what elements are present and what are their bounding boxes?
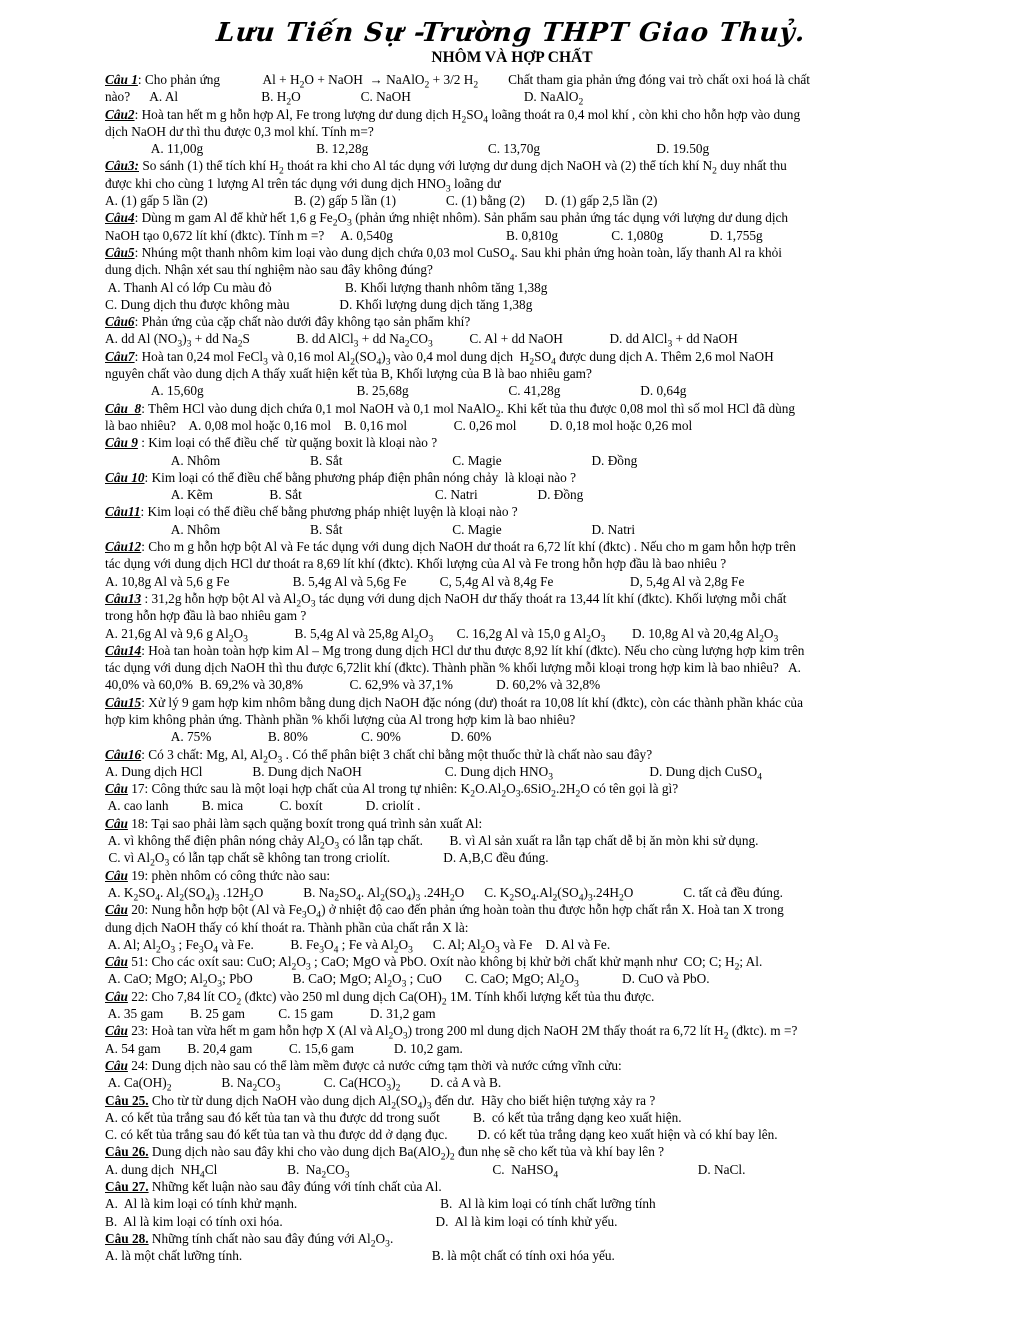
line-text: A. cao lanh B. mica C. boxít D. criolít .: [105, 798, 421, 814]
line-text: 24: Dung dịch nào sau có thể làm mềm được cả nước cứng tạm thời và nước cứng vĩnh cửu:: [127, 1057, 622, 1073]
doc-line: [105, 1247, 965, 1264]
question-label: Câu: [105, 867, 128, 883]
line-text: : Hoà tan hết m g hỗn hợp Al, Fe trong lượng dư dung dịch $H_2SO_4$ loãng thoát ra 0,4 mol khí , còn khi cho hỗn hợp vào dung: [134, 106, 801, 126]
question-label: Câu12: [105, 539, 142, 555]
doc-line: [105, 573, 965, 590]
question-label: Câu2: [105, 106, 135, 122]
doc-line: [105, 867, 965, 884]
question-label: Câu11: [105, 504, 141, 520]
line-text: : Hoà tan hoàn toàn hợp kim Al – Mg trong dung dịch HCl dư thu được 8,92 lít khí (đktc). Nếu cho cùng lượng hợp kim trên: [141, 642, 805, 658]
line-text: : Kim loại có thể điều chế bằng phương pháp điện phân nóng chảy là kloại nào ?: [144, 469, 577, 485]
line-text: được khi cho cùng 1 lượng Al trên tác dụng với dung dịch $HNO_3$ loãng dư: [105, 175, 501, 195]
line-text: A. 15,60g B. 25,68g C. 41,28g D. 0,64g: [105, 383, 687, 399]
line-text: nào? A. Al B. $H_2O$ C. NaOH D. NaAlO$_2$: [105, 89, 584, 108]
doc-line: [105, 970, 965, 991]
doc-line: [105, 746, 965, 766]
line-text: 22: Cho 7,84 lít $CO_2$ (đktc) vào 250 ml dung dịch $Ca(OH)_2$ 1M. Tính khối lượng kết tủa thu được.: [127, 988, 655, 1008]
doc-line: [105, 296, 965, 313]
line-text: A. dung dịch $NH_4Cl$ B. $Na_2CO_3$ C. NaHSO$_4$ D. NaCl.: [105, 1161, 746, 1181]
doc-line: [105, 1057, 965, 1074]
question-label: Câu: [105, 954, 128, 970]
line-text: : Hoà tan 0,24 mol FeCl$_3$ và 0,16 mol $Al_2(SO_4)_3$ vào 0,4 mol dung dịch $H_2SO_4$ được dung dịch A. Thêm 2,6 mol NaOH: [134, 348, 774, 368]
doc-line: [105, 123, 965, 140]
doc-line: [105, 209, 965, 230]
doc-line: [105, 832, 965, 852]
doc-line: [105, 382, 965, 399]
line-text: So sánh (1) thể tích khí $H_2$ thoát ra khi cho Al tác dụng với lượng dư dung dịch NaOH và (2) thể tích khí $N_2$ duy nhất thu: [139, 158, 787, 178]
line-text: dịch NaOH dư thì thu được 0,3 mol khí. Tính m=?: [105, 123, 374, 139]
doc-line: [105, 417, 965, 434]
doc-line: [105, 919, 965, 936]
line-text: A. Kẽm B. Sắt C. Natri D. Đồng: [105, 487, 584, 503]
doc-line: [105, 1161, 965, 1181]
line-text: A. (1) gấp 5 lần (2) B. (2) gấp 5 lần (1) C. (1) bằng (2) D. (1) gấp 2,5 lần (2): [105, 193, 658, 209]
line-text: : Phản ứng của cặp chất nào dưới đây không tạo sản phẩm khí?: [134, 314, 471, 330]
line-text: dung dịch. Nhận xét sau thí nghiệm nào sau đây không đúng?: [105, 262, 433, 278]
doc-line: [105, 711, 965, 728]
doc-line: [105, 780, 965, 800]
question-label: Câu7: [105, 348, 135, 364]
question-label: Câu 9: [105, 435, 138, 451]
document-body: [105, 71, 965, 1264]
line-text: hợp kim không phản ứng. Thành phần % khối lượng của Al trong hợp kim là bao nhiêu?: [105, 711, 576, 727]
line-text: C. có kết tủa trắng sau đó kết tủa tan và thu được dd ở dạng đục. D. có kết tủa trắng dạng keo xuất hiện và có khí bay lên.: [105, 1127, 778, 1143]
line-text: A. Nhôm B. Sắt C. Magie D. Natri: [105, 521, 636, 537]
doc-line: [105, 1109, 965, 1126]
doc-line: [105, 1022, 965, 1042]
doc-line: [105, 1092, 965, 1112]
question-label: Câu 10: [105, 469, 145, 485]
line-text: A. Nhôm B. Sắt C. Magie D. Đồng: [105, 452, 638, 468]
line-text: A. CaO; MgO; $Al_2O_3$; PbO B. CaO; MgO; $Al_2O_3$ ; CuO C. CaO; MgO; $Al_2O_3$ D. CuO và PbO.: [105, 971, 710, 991]
question-label: Câu14: [105, 642, 142, 658]
line-text: A. 11,00g B. 12,28g C. 13,70g D. 19.50g: [105, 141, 710, 157]
doc-line: [105, 936, 965, 956]
line-text: là bao nhiêu? A. 0,08 mol hoặc 0,16 mol B. 0,16 mol C. 0,26 mol D. 0,18 mol hoặc 0,26 mol: [105, 417, 693, 433]
line-text: B. Al là kim loại có tính oxi hóa. D. Al là kim loại có tính khử yếu.: [105, 1213, 618, 1229]
doc-line: [105, 227, 965, 244]
doc-line: [105, 175, 965, 195]
question-label: Câu: [105, 781, 128, 797]
doc-line: [105, 953, 965, 973]
doc-line: [105, 590, 965, 610]
doc-line: [105, 313, 965, 330]
line-text: : Có 3 chất: Mg, Al, $Al_2O_3$ . Có thể phân biệt 3 chất chỉ bằng một thuốc thử là chất nào sau đây?: [141, 746, 653, 766]
doc-line: [105, 192, 965, 209]
line-text: A. Al; $Al_2O_3$ ; $Fe_3O_4$ và Fe. B. $Fe_3O_4$ ; Fe và $Al_2O_3$ C. Al; $Al_2O_3$ và Fe D. Al và Fe.: [105, 936, 611, 956]
doc-line: [105, 642, 965, 659]
question-label: Câu4: [105, 210, 135, 226]
doc-line: [105, 279, 965, 296]
line-text: A. Al là kim loại có tính khử mạnh. B. Al là kim loại có tính chất lưỡng tính: [105, 1196, 656, 1212]
line-text: A. 10,8g Al và 5,6 g Fe B. 5,4g Al và 5,6g Fe C, 5,4g Al và 8,4g Fe D, 5,4g Al và 2,8g Fe: [105, 573, 745, 589]
doc-line: [105, 486, 965, 503]
doc-line: [105, 88, 965, 108]
doc-line: [105, 157, 965, 178]
doc-line: [105, 348, 965, 368]
question-label: Câu6: [105, 314, 135, 330]
question-label: Câu 1: [105, 72, 138, 87]
line-text: tác dụng với dung dịch NaOH thì thu được 6,72lit khí (đktc). Thành phần % khối lượng mỗi kloại trong hợp kim là bao nhiêu? A.: [105, 660, 801, 676]
doc-line: [105, 538, 965, 555]
line-text: : Nhúng một thanh nhôm kim loại vào dung dịch chứa 0,03 mol CuSO$_4$. Sau khi phản ứng hoàn toàn, lấy thanh Al ra khỏi: [134, 244, 782, 264]
doc-line: [105, 521, 965, 538]
line-text: A. $Ca(OH)_2$ B. $Na_2CO_3$ C. $Ca(HCO_3)_2$ D. cả A và B.: [105, 1075, 502, 1094]
line-text: A. 35 gam B. 25 gam C. 15 gam D. 31,2 gam: [105, 1006, 436, 1022]
line-text: nguyên chất vào dung dịch A thấy xuất hiện kết tủa B, Khối lượng của B là bao nhiêu gam?: [105, 366, 592, 382]
doc-line: [105, 849, 965, 870]
question-label: Câu 26.: [105, 1144, 149, 1160]
line-text: A. Thanh Al có lớp Cu màu đỏ B. Khối lượng thanh nhôm tăng 1,38g: [105, 279, 548, 295]
doc-line: [105, 1126, 965, 1143]
question-label: Câu: [105, 902, 128, 918]
line-text: : Thêm HCl vào dung dịch chứa 0,1 mol NaOH và 0,1 mol NaAlO$_2$. Khi kết tủa thu được 0,08 mol thì số mol HCl đã dùng: [141, 400, 796, 420]
doc-line: [105, 625, 965, 645]
line-text: : 31,2g hỗn hợp bột Al và $Al_2O_3$ tác dụng với dung dịch NaOH dư thấy thoát ra 13,44 lít khí (đktc). Khối lượng mỗi chất: [141, 590, 787, 610]
line-text: 19: phèn nhôm có công thức nào sau:: [127, 867, 331, 883]
doc-line: [105, 607, 965, 624]
question-label: Câu: [105, 815, 128, 831]
doc-line: [105, 1074, 965, 1094]
line-text: : Kim loại có thể điều chế từ quặng boxit là kloại nào ?: [137, 435, 438, 451]
question-label: Câu 27.: [105, 1179, 149, 1194]
doc-line: [105, 1230, 965, 1250]
doc-line: [105, 434, 965, 451]
doc-line: [105, 555, 965, 572]
doc-line: [105, 452, 965, 469]
doc-line: [105, 797, 965, 814]
doc-line: [105, 261, 965, 278]
line-text: Dung dịch nào sau đây khi cho vào dung dịch $Ba(AlO_2)_2$ đun nhẹ sẽ cho kết tủa và khí bay lên ?: [148, 1144, 665, 1164]
line-text: C. vì $Al_2O_3$ có lẫn tạp chất sẽ không tan trong criolít. D. A,B,C đều đúng.: [105, 850, 549, 870]
doc-line: [105, 1213, 965, 1230]
doc-line: [105, 106, 965, 126]
line-text: A. có kết tủa trắng sau đó kết tủa tan và thu được dd trong suốt B. có kết tủa trắng dạng keo xuất hiện.: [105, 1109, 682, 1125]
line-text: : Cho phản ứng $Al + H_2O$ + NaOH → NaAlO$_2$ + 3/2 $H_2$ Chất tham gia phản ứng đóng vai trò chất oxi hoá là chất: [137, 72, 810, 91]
line-text: : Xử lý 9 gam hợp kim nhôm bằng dung dịch NaOH đặc nóng (dư) thoát ra 10,08 lít khí (đktc), còn các thành phần khác của: [141, 694, 803, 710]
doc-line: [105, 728, 965, 745]
doc-line: [105, 400, 965, 420]
document-header-school: Lưu Tiến Sự -Trường THPT Giao Thuỷ.: [214, 18, 808, 48]
doc-line: [105, 763, 965, 783]
line-text: A. 21,6g Al và 9,6 g $Al_2O_3$ B. 5,4g Al và 25,8g $Al_2O_3$ C. 16,2g Al và 15,0 g $Al_2O_3$ D. 10,8g Al và 20,4g $Al_2O_3$: [105, 625, 779, 645]
doc-line: [105, 676, 965, 693]
doc-line: [105, 659, 965, 676]
doc-line: [105, 694, 965, 711]
doc-line: [105, 988, 965, 1008]
question-label: Câu13: [105, 590, 142, 606]
doc-line: [105, 1143, 965, 1164]
line-text: dung dịch NaOH thấy có khí thoát ra. Thành phần của chất rắn X là:: [105, 919, 469, 935]
question-label: Câu 28.: [105, 1230, 149, 1246]
line-text: A. dd Al $(NO_3)_3$ + dd $Na_2S$ B. dd AlCl$_3$ + dd $Na_2CO_3$ C. Al + dd NaOH D. dd AlCl$_3$ + dd NaOH: [105, 331, 738, 351]
doc-line: [105, 815, 965, 832]
line-text: A. $K_2SO_4$. $Al_2(SO_4)_3$ $.12H_2O$ B. $Na_2SO_4$. $Al_2(SO_4)_3$ $.24H_2O$ C. $K_2SO_4.Al_2(SO_4)_3.24H_2O$ C. tất cả đều đúng.: [105, 884, 783, 904]
doc-line: [105, 1178, 965, 1195]
line-text: 20: Nung hỗn hợp bột (Al và $Fe_3O_4$) ở nhiệt độ cao đến phản ứng hoàn toàn thu được hỗn hợp chất rắn X. Hoà tan X trong: [127, 902, 784, 921]
question-label: Câu16: [105, 746, 142, 762]
doc-line: [105, 1040, 965, 1057]
line-text: : Cho m g hỗn hợp bột Al và Fe tác dụng với dung dịch NaOH dư thoát ra 6,72 lít khí (đktc) . Nếu cho m gam hỗn hợp trên: [141, 539, 796, 555]
page-title: NHÔM VÀ HỢP CHẤT: [431, 49, 593, 66]
line-text: 23: Hoà tan vừa hết m gam hỗn hợp X (Al và $Al_2O_3$) trong 200 ml dung dịch NaOH 2M thấy thoát ra 6,72 lít $H_2$ (đktc). m =?: [127, 1023, 798, 1042]
line-text: A. vì không thể điện phân nóng chảy $Al_2O_3$ có lẫn tạp chất. B. vì Al sản xuất ra lẫn tạp chất dễ bị ăn mòn khi sử dụng.: [105, 833, 759, 852]
question-label: Câu15: [105, 694, 142, 710]
line-text: : Kim loại có thể điều chế bằng phương pháp nhiệt luyện là kloại nào ?: [140, 504, 518, 520]
question-label: Câu3:: [105, 158, 139, 174]
line-text: NaOH tạo 0,672 lít khí (đktc). Tính m =? A. 0,540g B. 0,810g C. 1,080g D. 1,755g: [105, 227, 763, 243]
doc-line: [105, 469, 965, 486]
doc-line: [105, 140, 965, 157]
question-label: Câu: [105, 1023, 128, 1039]
line-text: A. 75% B. 80% C. 90% D. 60%: [105, 729, 492, 745]
line-text: Những kết luận nào sau đây đúng với tính chất của Al.: [148, 1179, 442, 1194]
question-label: Câu 8: [105, 400, 142, 416]
line-text: A. Dung dịch HCl B. Dung dịch NaOH C. Dung dịch $HNO_3$ D. Dung dịch CuSO$_4$: [105, 763, 763, 783]
doc-line: [105, 71, 965, 91]
doc-line: [105, 884, 965, 904]
line-text: Những tính chất nào sau đây đúng với $Al_2O_3$.: [148, 1230, 394, 1250]
doc-line: [105, 1195, 965, 1212]
doc-line: [105, 1005, 965, 1022]
line-text: Cho từ từ dung dịch NaOH vào dung dịch $Al_2(SO_4)_3$ đến dư. Hãy cho biết hiện tượng xảy ra ?: [148, 1092, 656, 1112]
question-label: Câu 25.: [105, 1092, 149, 1108]
line-text: tác dụng với dung dịch HCl dư thoát ra 8,69 lít khí (đktc). Khối lượng của Al và Fe trong hỗn hợp đầu là bao nhiêu ?: [105, 556, 727, 572]
question-label: Câu: [105, 988, 128, 1004]
line-text: trong hỗn hợp đầu là bao nhiêu gam ?: [105, 608, 307, 624]
doc-line: [105, 365, 965, 382]
line-text: 18: Tại sao phải làm sạch quặng boxít trong quá trình sản xuất Al:: [127, 815, 483, 831]
line-text: 17: Công thức sau là một loại hợp chất của Al trong tự nhiên: $K_2O.Al_2O_3.6SiO_2.2H_2O$ có tên gọi là gì?: [127, 781, 679, 800]
line-text: 51: Cho các oxít sau: CuO; $Al_2O_3$ ; CaO; MgO và PbO. Oxít nào không bị khử bởi chất khử mạnh như CO; C; $H_2$; Al.: [127, 954, 763, 973]
doc-line: [105, 901, 965, 921]
line-text: C. Dung dịch thu được không màu D. Khối lượng dung dịch tăng 1,38g: [105, 296, 533, 312]
doc-line: [105, 244, 965, 264]
line-text: 40,0% và 60,0% B. 69,2% và 30,8% C. 62,9% và 37,1% D. 60,2% và 32,8%: [105, 677, 601, 693]
line-text: A. 54 gam B. 20,4 gam C. 15,6 gam D. 10,2 gam.: [105, 1040, 463, 1056]
line-text: : Dùng m gam Al để khử hết 1,6 g $Fe_2O_3$ (phản ứng nhiệt nhôm). Sản phẩm sau phản ứng tác dụng với lượng dư dung dịch: [134, 210, 789, 230]
question-label: Câu: [105, 1057, 128, 1073]
question-label: Câu5: [105, 244, 135, 260]
doc-line: [105, 330, 965, 351]
line-text: A. là một chất lưỡng tính. B. là một chất có tính oxi hóa yếu.: [105, 1248, 615, 1264]
doc-line: [105, 503, 965, 520]
